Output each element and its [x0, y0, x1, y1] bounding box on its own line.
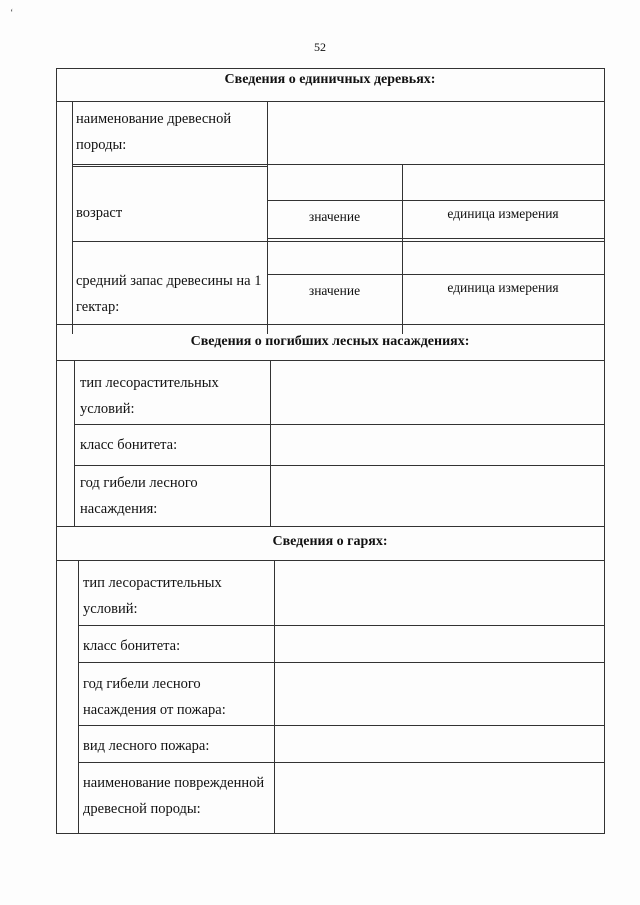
- stock-sub-line: [267, 274, 604, 275]
- s2-col-divider: [270, 360, 271, 526]
- s2-row2-bottom: [74, 465, 604, 466]
- hdr2-bottom: [56, 360, 604, 361]
- s3-row2-bottom: [78, 662, 604, 663]
- table-right-border: [604, 68, 605, 834]
- age-unit-label: единица измерения: [447, 206, 559, 221]
- table-top-border: [56, 68, 604, 69]
- s3-col-divider: [274, 560, 275, 834]
- label-age: возраст: [76, 205, 123, 221]
- row-species-bottom-2: [72, 166, 268, 167]
- label-forest-type-2: тип лесорастительных условий:: [83, 575, 222, 617]
- stock-unit-label: единица измерения: [447, 280, 559, 295]
- label-death-year-1: год гибели лесного насаждения:: [80, 475, 198, 517]
- row-species-bottom: [72, 164, 604, 165]
- s2-bottom: [56, 526, 604, 527]
- section-title-dead-stands: Сведения о погибших лесных насаждениях:: [190, 334, 470, 349]
- form-table: [56, 68, 606, 834]
- table-bottom-border: [56, 833, 605, 834]
- label-stock: средний запас древесины на 1 гектар:: [76, 273, 262, 315]
- label-damaged-species: наименование поврежденной древесной породы:: [83, 775, 265, 817]
- age-value-label: значение: [308, 209, 361, 224]
- hdr3-bottom: [56, 560, 604, 561]
- age-sub-line: [267, 200, 604, 201]
- row-age-bottom: [72, 241, 604, 242]
- table-left-border: [56, 68, 57, 834]
- s1-sub-divider: [402, 164, 403, 334]
- age-bottom-right: [267, 238, 604, 239]
- hdr1-bottom: [56, 101, 604, 102]
- label-bonitet-2: класс бонитета:: [83, 638, 181, 654]
- label-species: наименование древесной породы:: [76, 111, 232, 153]
- row-stock-bottom: [56, 324, 604, 325]
- inner-left-line-2: [74, 360, 75, 526]
- label-fire-type: вид лесного пожара:: [83, 738, 210, 754]
- inner-left-line-1: [72, 101, 73, 334]
- label-forest-type-1: тип лесорастительных условий:: [80, 375, 219, 417]
- s3-row3-bottom: [78, 725, 604, 726]
- s2-row1-bottom: [74, 424, 604, 425]
- stock-value-label: значение: [308, 283, 361, 298]
- scan-mark: ʻ: [10, 8, 14, 19]
- label-bonitet-1: класс бонитета:: [80, 437, 178, 453]
- inner-left-line-3: [78, 560, 79, 834]
- section-title-burnt-areas: Сведения о гарях:: [272, 534, 388, 549]
- s3-row4-bottom: [78, 762, 604, 763]
- label-death-year-2: год гибели лесного насаждения от пожара:: [83, 676, 226, 718]
- s3-row1-bottom: [78, 625, 604, 626]
- page-number: 52: [314, 40, 326, 54]
- section-title-single-trees: Сведения о единичных деревьях:: [224, 72, 436, 87]
